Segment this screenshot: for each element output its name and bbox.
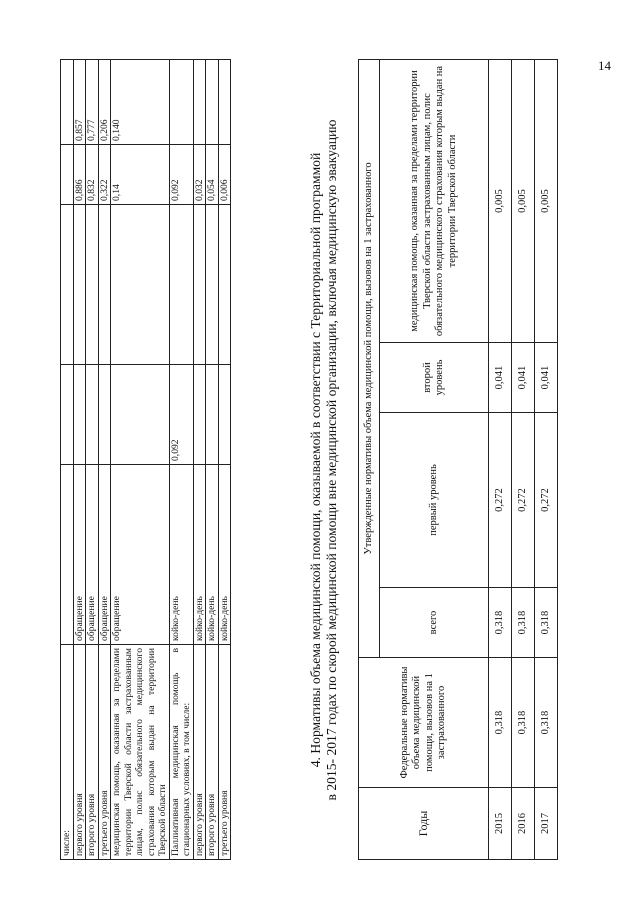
value-cell: 0,005	[535, 60, 558, 343]
unit-cell: обращение	[98, 465, 111, 645]
header-total: всего	[380, 588, 489, 658]
label-line: стационарных условиях, в том числе:	[181, 702, 192, 856]
year-cell: 2015	[489, 788, 512, 860]
value-cell: 0,832	[86, 145, 99, 205]
value-cell: 0,318	[489, 658, 512, 788]
value-cell	[61, 60, 74, 145]
label-line: лицам, полис обязательного медицинского	[134, 648, 145, 856]
unit-cell: койко-день	[206, 465, 219, 645]
value-cell: 0,005	[512, 60, 535, 343]
value-cell: 0,318	[535, 658, 558, 788]
value-cell: 0,041	[535, 343, 558, 413]
table-row	[61, 60, 74, 860]
row-label: первого уровня	[193, 645, 206, 860]
label-line: Тверской области	[157, 784, 168, 856]
upper-table	[60, 59, 231, 860]
value-cell	[218, 205, 231, 365]
table-row	[218, 60, 231, 860]
value-cell: 0,272	[512, 413, 535, 588]
unit-cell: койко-день	[169, 465, 193, 645]
value-cell: 0,322	[98, 145, 111, 205]
value-cell: 0,206	[98, 60, 111, 145]
value-cell: 0,318	[489, 588, 512, 658]
header-row	[359, 60, 380, 860]
value-cell: 0,777	[86, 60, 99, 145]
value-cell	[61, 365, 74, 465]
unit-cell: койко-день	[218, 465, 231, 645]
section-heading	[308, 60, 340, 860]
value-cell	[111, 205, 170, 365]
value-cell	[206, 205, 219, 365]
value-cell: 0,140	[111, 60, 170, 145]
lower-table	[358, 59, 558, 860]
value-cell	[193, 205, 206, 365]
value-cell	[218, 60, 231, 145]
value-cell	[193, 365, 206, 465]
table-row	[73, 60, 86, 860]
value-cell	[169, 205, 193, 365]
header-level1: первый уровень	[380, 413, 489, 588]
row-label: второго уровня	[86, 645, 99, 860]
row-label: второго уровня	[206, 645, 219, 860]
page-number: 14	[598, 58, 611, 73]
table-row	[489, 60, 512, 860]
value-cell: 0,092	[169, 145, 193, 205]
table-row	[98, 60, 111, 860]
table-row	[193, 60, 206, 860]
header-approved: Утвержденные нормативы объема медицинской помощи, вызовов на 1 застрахованного	[359, 60, 380, 658]
value-cell: 0,272	[489, 413, 512, 588]
value-cell: 0,092	[169, 365, 193, 465]
table-row	[111, 60, 170, 860]
unit-cell: обращение	[86, 465, 99, 645]
label-line: страхования которым выдан на территории	[145, 648, 157, 856]
unit-cell	[61, 465, 74, 645]
value-cell: 0,041	[489, 343, 512, 413]
value-cell: 0,005	[489, 60, 512, 343]
value-cell	[61, 205, 74, 365]
unit-cell: обращение	[73, 465, 86, 645]
value-cell	[73, 365, 86, 465]
value-cell: 0,318	[512, 588, 535, 658]
rotated-content	[60, 60, 620, 860]
row-label: первого уровня	[73, 645, 86, 860]
row-label	[169, 645, 193, 860]
row-label: третьего уровня	[98, 645, 111, 860]
table-row	[169, 60, 193, 860]
table-row	[535, 60, 558, 860]
label-line: медицинская помощь, оказанная за пределами	[111, 648, 122, 856]
value-cell	[169, 60, 193, 145]
value-cell	[98, 205, 111, 365]
year-cell: 2016	[512, 788, 535, 860]
section-heading-line: в 2015- 2017 годах по скорой медицинской помощи вне медицинской организации, включая медицинскую эвакуацию	[324, 119, 339, 801]
value-cell: 0,272	[535, 413, 558, 588]
value-cell: 0,857	[73, 60, 86, 145]
label-line: Паллиативная медицинская помощь в	[169, 648, 181, 856]
table-row	[86, 60, 99, 860]
header-outside: медицинская помощь, оказанная за пределами территории Тверской области застрахованным лицам, полис обязательного медицинского страхования которым выдан на территории Тверской области	[380, 60, 489, 343]
table-row	[512, 60, 535, 860]
value-cell	[206, 60, 219, 145]
value-cell: 0,318	[512, 658, 535, 788]
value-cell: 0,14	[111, 145, 170, 205]
value-cell: 0,032	[193, 145, 206, 205]
table-row	[206, 60, 219, 860]
unit-cell: обращение	[111, 465, 170, 645]
value-cell	[193, 60, 206, 145]
year-cell: 2017	[535, 788, 558, 860]
row-label: третьего уровня	[218, 645, 231, 860]
value-cell: 0,006	[218, 145, 231, 205]
value-cell	[206, 365, 219, 465]
value-cell: 0,054	[206, 145, 219, 205]
value-cell: 0,318	[535, 588, 558, 658]
value-cell	[111, 365, 170, 465]
value-cell	[86, 205, 99, 365]
value-cell	[61, 145, 74, 205]
value-cell: 0,886	[73, 145, 86, 205]
row-label: числе:	[61, 645, 74, 860]
row-label	[111, 645, 170, 860]
value-cell: 0,041	[512, 343, 535, 413]
header-federal: Федеральные нормативы объема медицинской помощи, вызовов на 1 застрахованного	[359, 658, 489, 788]
unit-cell: койко-день	[193, 465, 206, 645]
header-years: Годы	[359, 788, 489, 860]
value-cell	[86, 365, 99, 465]
value-cell	[98, 365, 111, 465]
value-cell	[218, 365, 231, 465]
label-line: территории Тверской области застрахованным	[122, 648, 134, 856]
section-heading-line: 4. Нормативы объема медицинской помощи, оказываемой в соответствии с Территориальной программой	[308, 152, 323, 768]
header-level2: второй уровень	[380, 343, 489, 413]
value-cell	[73, 205, 86, 365]
